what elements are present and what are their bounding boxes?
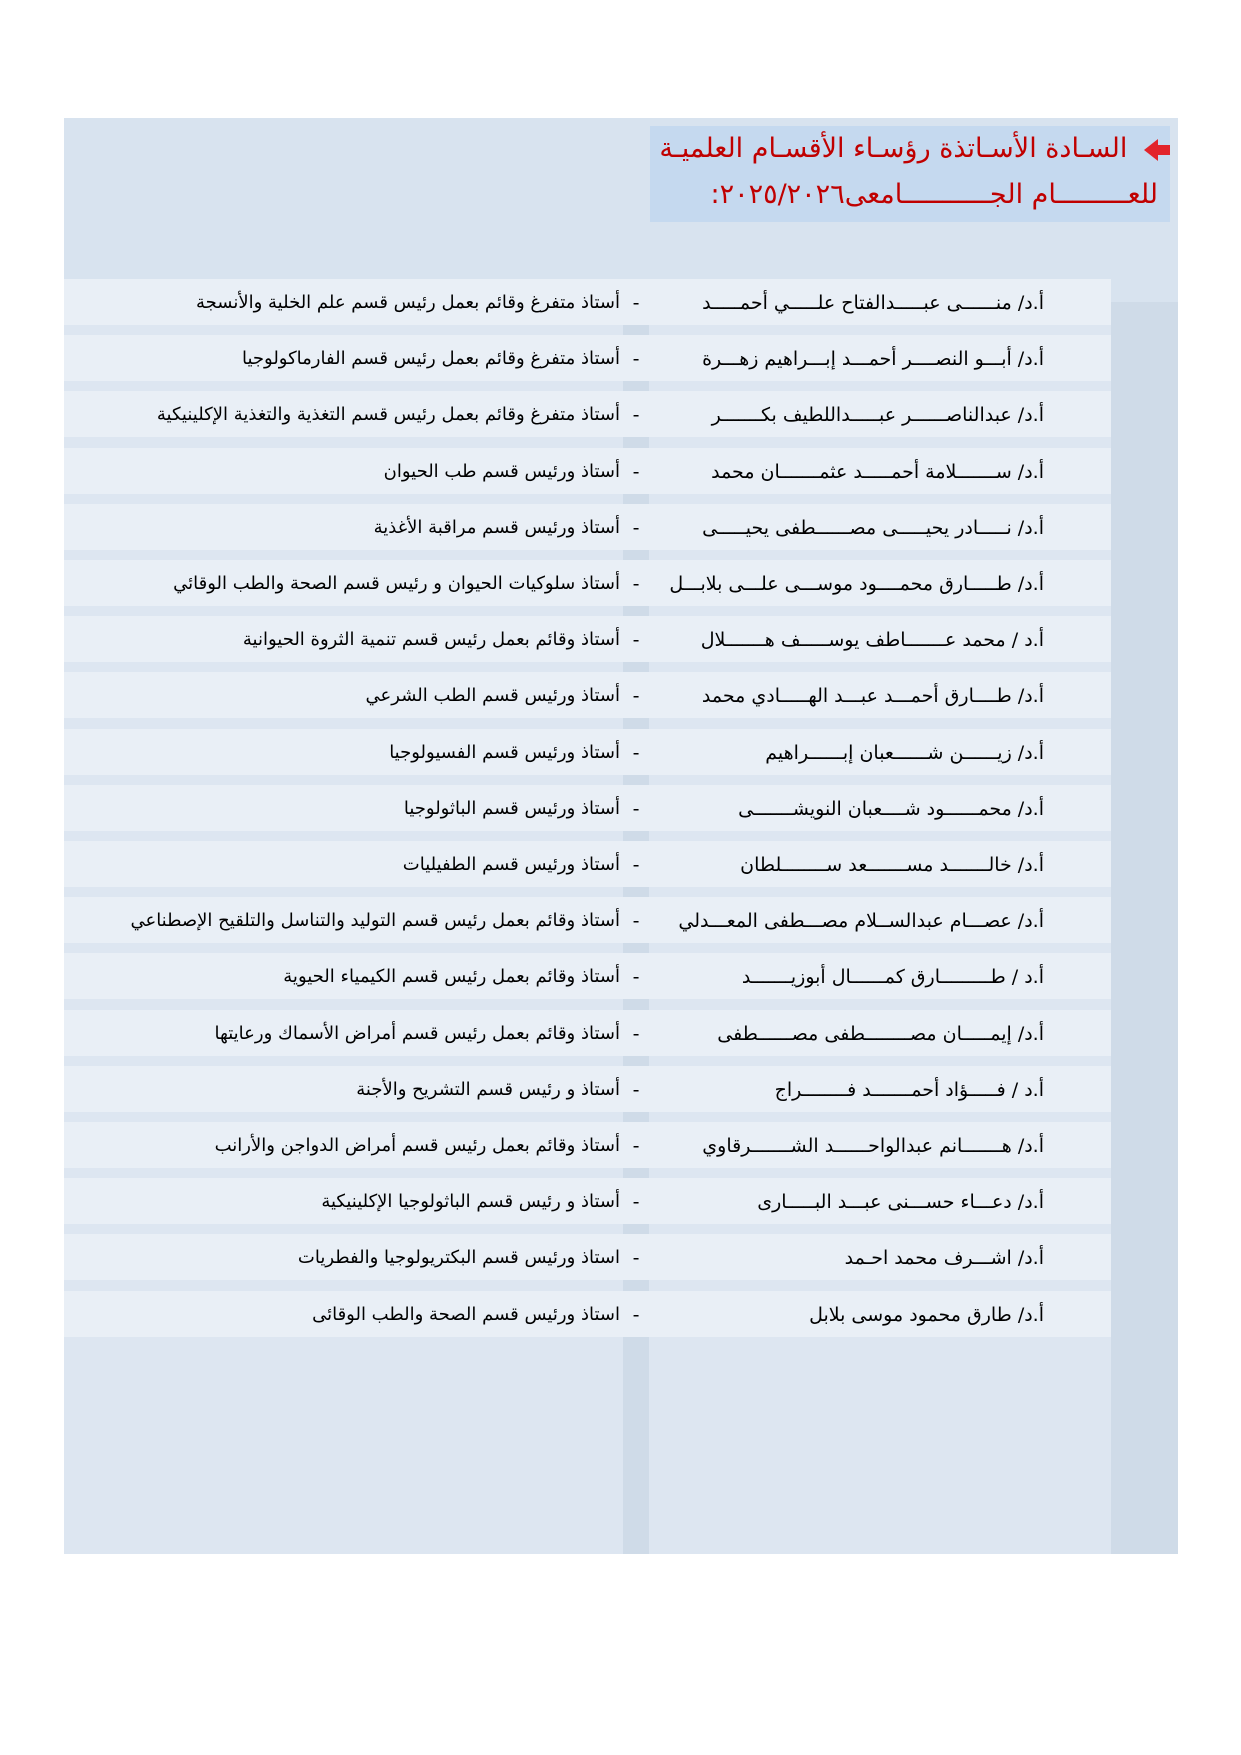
heading-title	[654, 132, 1158, 166]
document-panel	[64, 118, 1178, 1554]
professor-name: أ.د/ اشـــرف محمد احـمد	[844, 1247, 1044, 1269]
professor-name: أ.د/ ســـــــلامة أحمـــــد عثمـــــــان محمد	[711, 461, 1044, 483]
list-item	[64, 676, 1178, 716]
list-item	[64, 508, 1178, 548]
separator-dash: -	[632, 1247, 640, 1269]
department-title: أستاذ وقائم بعمل رئيس قسم أمراض الدواجن والأرانب	[214, 1135, 620, 1156]
professor-name: أ.د/ منــــــى عبـــــدالفتاح علـــــي أحمـــــد	[702, 292, 1044, 314]
department-title: أستاذ ورئيس قسم الطب الشرعي	[365, 685, 620, 706]
professor-name: أ.د / طـــــــــارق كمــــــال أبوزيـــــــد	[741, 966, 1044, 988]
list-item	[64, 1126, 1178, 1166]
list-item	[64, 789, 1178, 829]
professor-name: أ.د / فـــــؤاد أحمـــــــد فــــــــراج	[774, 1079, 1044, 1101]
list-item	[64, 1014, 1178, 1054]
professor-name: أ.د / محمد عـــــــاطف يوســـــف هـــــــلال	[700, 629, 1044, 651]
heading-box	[650, 126, 1170, 222]
separator-dash: -	[632, 404, 640, 426]
department-title: استاذ ورئيس قسم البكتريولوجيا والفطريات	[297, 1247, 620, 1268]
separator-dash: -	[632, 854, 640, 876]
department-title: أستاذ متفرغ وقائم بعمل رئيس قسم التغذية والتغذية الإكلينيكية	[156, 404, 620, 425]
separator-dash: -	[632, 966, 640, 988]
department-title: أستاذ متفرغ وقائم بعمل رئيس قسم علم الخلية والأنسجة	[196, 292, 620, 313]
department-title: أستاذ ورئيس قسم الطفيليات	[402, 854, 620, 875]
separator-dash: -	[632, 1304, 640, 1326]
professor-name: أ.د/ إيمـــــان مصــــــــطفى مصــــــطفى	[717, 1023, 1044, 1045]
department-title: أستاذ ورئيس قسم طب الحيوان	[383, 461, 620, 482]
list-item	[64, 452, 1178, 492]
list-item	[64, 339, 1178, 379]
department-title: أستاذ متفرغ وقائم بعمل رئيس قسم الفارماكولوجيا	[241, 348, 620, 369]
professor-name: أ.د/ عصـــام عبدالســلام مصـــطفى المعـــدلي	[678, 910, 1044, 932]
department-title: أستاذ وقائم بعمل رئيس قسم التوليد والتناسل والتلقيح الإصطناعي	[130, 910, 620, 931]
list-item	[64, 1295, 1178, 1335]
department-title: أستاذ و رئيس قسم الباثولوجيا الإكلينيكية	[321, 1191, 620, 1212]
separator-dash: -	[632, 348, 640, 370]
department-title: أستاذ سلوكيات الحيوان و رئيس قسم الصحة والطب الوقائي	[173, 573, 620, 594]
department-title: أستاذ ورئيس قسم مراقبة الأغذية	[373, 517, 620, 538]
professor-name: أ.د/ محمــــــود شــــعبان النويشـــــــى	[738, 798, 1044, 820]
separator-dash: -	[632, 517, 640, 539]
professor-name: أ.د/ زيــــــن شــــــعبان إبــــــراهيم	[765, 742, 1044, 764]
list-item	[64, 283, 1178, 323]
heading-subtitle: للعـــــــــام الجـــــــــــامعى٢٠٢٥/٢٠٢٦:	[710, 179, 1158, 210]
professor-name: أ.د/ عبدالناصــــــر عبـــــداللطيف بكـــــــر	[711, 404, 1044, 426]
list-item	[64, 395, 1178, 435]
department-title: استاذ ورئيس قسم الصحة والطب الوقائى	[312, 1304, 620, 1325]
separator-dash: -	[632, 292, 640, 314]
professor-name: أ.د/ طـــــارق محمــــود موســـى علـــى بلابـــل	[669, 573, 1044, 595]
professor-name: أ.د/ خالـــــــد مســـــــعد ســــــــلطان	[740, 854, 1044, 876]
separator-dash: -	[632, 1023, 640, 1045]
separator-dash: -	[632, 910, 640, 932]
separator-dash: -	[632, 1191, 640, 1213]
list-item	[64, 620, 1178, 660]
list-item	[64, 1182, 1178, 1222]
arrow-left-icon	[1144, 139, 1158, 161]
separator-dash: -	[632, 685, 640, 707]
list-item	[64, 564, 1178, 604]
department-title: أستاذ ورئيس قسم الباثولوجيا	[403, 798, 620, 819]
professor-name: أ.د/ أبـــو النصــــر أحمـــد إبـــراهيم زهـــرة	[702, 348, 1044, 370]
separator-dash: -	[632, 1079, 640, 1101]
list-item	[64, 1238, 1178, 1278]
department-title: أستاذ و رئيس قسم التشريح والأجنة	[356, 1079, 620, 1100]
professor-name: أ.د/ هـــــــانم عبدالواحــــــد الشـــــــرقاوي	[702, 1135, 1044, 1157]
separator-dash: -	[632, 461, 640, 483]
department-title: أستاذ وقائم بعمل رئيس قسم الكيمياء الحيوية	[283, 966, 620, 987]
list-item	[64, 845, 1178, 885]
list-item	[64, 957, 1178, 997]
professor-name: أ.د/ نـــــادر يحيـــــى مصــــــطفى يحيـــــى	[702, 517, 1044, 539]
separator-dash: -	[632, 629, 640, 651]
professor-name: أ.د/ طارق محمود موسى بلابل	[809, 1304, 1044, 1326]
professor-name: أ.د/ دعـــاء حســـنى عبـــد البـــــارى	[757, 1191, 1044, 1213]
department-title: أستاذ وقائم بعمل رئيس قسم أمراض الأسماك ورعايتها	[214, 1023, 620, 1044]
separator-dash: -	[632, 1135, 640, 1157]
list-item	[64, 901, 1178, 941]
separator-dash: -	[632, 798, 640, 820]
department-title: أستاذ ورئيس قسم الفسيولوجيا	[389, 742, 620, 763]
list-item	[64, 1070, 1178, 1110]
department-title: أستاذ وقائم بعمل رئيس قسم تنمية الثروة الحيوانية	[242, 629, 620, 650]
heading-title-text: السـادة الأسـاتذة رؤسـاء الأقسـام العلميـة	[659, 133, 1128, 164]
professor-name: أ.د/ طــــارق أحمـــد عبـــد الهـــــادي محمد	[701, 685, 1044, 707]
separator-dash: -	[632, 742, 640, 764]
list-item	[64, 733, 1178, 773]
separator-dash: -	[632, 573, 640, 595]
